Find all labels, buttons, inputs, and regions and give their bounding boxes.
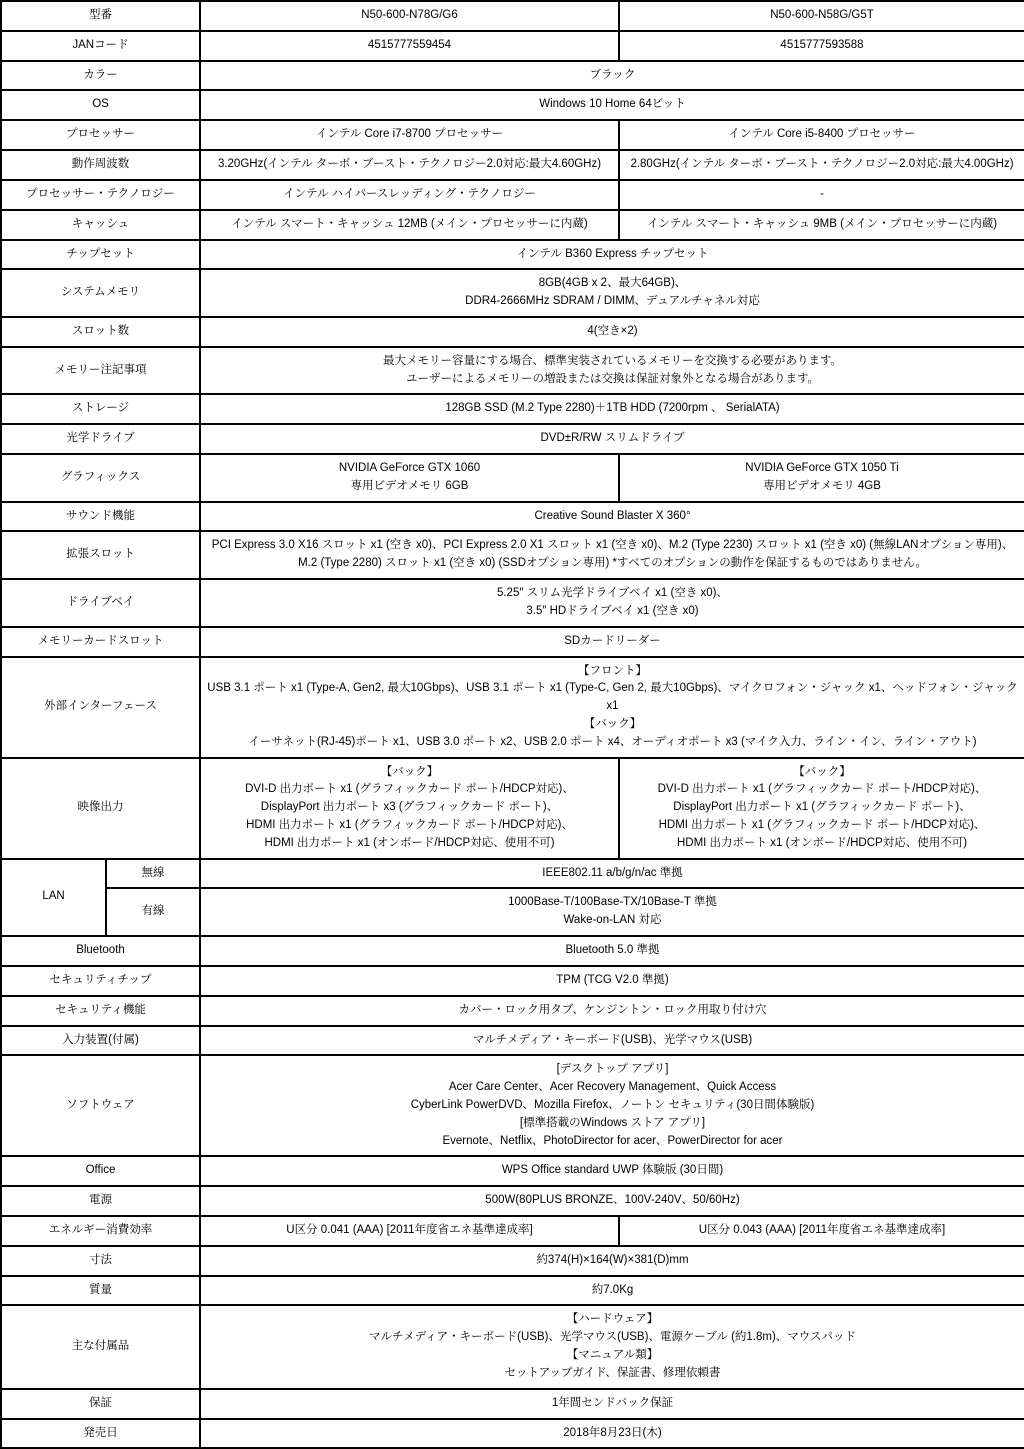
spec-value-line: N50-600-N58G/G5T xyxy=(770,9,874,21)
spec-value-cell xyxy=(200,1,619,31)
spec-row-label: キャッシュ xyxy=(1,210,200,240)
spec-value-line: PCI Express 3.0 X16 スロット x1 (空き x0)、PCI Express 2.0 X1 スロット x1 (空き x0)、M.2 (Type 2230) スロット x1 (空き x0) (無線LANオプション専用)、 xyxy=(211,539,1014,552)
spec-value-cell xyxy=(619,180,1024,210)
spec-value-line: M.2 (Type 2280) スロット x1 (空き x0) (SSDオプション専用) *すべてのオプションの動作を保証するものではありません。 xyxy=(298,557,927,570)
spec-value-line: カバー・ロック用タブ、ケンジントン・ロック用取り付け穴 xyxy=(458,1003,767,1016)
spec-row-label: メモリー注記事項 xyxy=(1,347,200,395)
spec-row xyxy=(1,150,1024,180)
spec-row-label: 動作周波数 xyxy=(1,150,200,180)
spec-value-line: インテル スマート・キャッシュ 9MB (メイン・プロセッサーに内蔵) xyxy=(646,217,998,230)
spec-row-label: チップセット xyxy=(1,240,200,270)
spec-value-line: 1000Base-T/100Base-TX/10Base-T 準拠 xyxy=(508,896,717,909)
spec-row xyxy=(1,317,1024,347)
spec-value-line: DisplayPort 出力ポート x3 (グラフィックカード ポート)、 xyxy=(260,801,559,814)
spec-row xyxy=(1,1156,1024,1186)
spec-row xyxy=(1,1026,1024,1056)
spec-value-line: Evernote、Netflix、PhotoDirector for acer、PowerDirector for acer xyxy=(442,1134,783,1147)
spec-row-label: 電源 xyxy=(1,1186,200,1216)
spec-value-cell xyxy=(200,317,1024,347)
spec-row-label: プロセッサー xyxy=(1,120,200,150)
spec-value-line: - xyxy=(820,187,824,200)
spec-row xyxy=(1,758,1024,859)
spec-value-cell xyxy=(200,627,1024,657)
spec-value-line: WPS Office standard UWP 体験版 (30日間) xyxy=(501,1164,724,1177)
spec-value-cell xyxy=(200,657,1024,758)
spec-row-label: Bluetooth xyxy=(1,936,200,966)
spec-row xyxy=(1,1246,1024,1276)
spec-value-line: 【バック】 xyxy=(583,717,642,730)
spec-value-line: イーサネット(RJ-45)ポート x1、USB 3.0 ポート x2、USB 2.0 ポート x4、オーディオポート x3 (マイク入力、ライン・イン、ライン・アウト) xyxy=(248,735,977,748)
spec-value-line: N50-600-N78G/G6 xyxy=(361,9,458,21)
spec-row-label: 保証 xyxy=(1,1389,200,1419)
spec-value-line: インテル ハイパースレッディング・テクノロジー xyxy=(283,187,536,200)
spec-value-line: DDR4-2666MHz SDRAM / DIMM、デュアルチャネル対応 xyxy=(465,295,760,308)
spec-value-cell xyxy=(619,758,1024,859)
spec-row-label: システムメモリ xyxy=(1,269,200,317)
spec-value-line: 【ハードウェア】 xyxy=(566,1313,659,1326)
spec-value-line: 【マニュアル類】 xyxy=(566,1349,659,1362)
spec-row-label: JANコード xyxy=(1,31,200,61)
spec-row-label: 拡張スロット xyxy=(1,531,200,579)
spec-value-line: Bluetooth 5.0 準拠 xyxy=(565,944,660,957)
spec-value-cell xyxy=(619,454,1024,502)
spec-value-cell xyxy=(200,120,619,150)
spec-value-cell xyxy=(200,966,1024,996)
spec-value-cell xyxy=(200,347,1024,395)
spec-value-line: HDMI 出力ポート x1 (グラフィックカード ポート/HDCP対応)、 xyxy=(658,819,986,831)
spec-value-cell xyxy=(200,888,1024,936)
spec-row-sublabel: 無線 xyxy=(106,859,200,889)
spec-value-cell xyxy=(200,394,1024,424)
spec-value-line: HDMI 出力ポート x1 (グラフィックカード ポート/HDCP対応)、 xyxy=(246,819,573,831)
spec-value-cell xyxy=(200,1246,1024,1276)
spec-value-line: 最大メモリー容量にする場合、標準実装されているメモリーを交換する必要があります。 xyxy=(382,354,843,367)
spec-value-cell xyxy=(200,424,1024,454)
spec-value-line: 【バック】 xyxy=(793,765,851,778)
spec-value-line: 3.20GHz(インテル ターボ・ブースト・テクノロジー2.0対応:最大4.60GHz) xyxy=(217,158,602,171)
spec-value-cell xyxy=(200,150,619,180)
spec-row-label: 映像出力 xyxy=(1,758,200,859)
spec-row xyxy=(1,1216,1024,1246)
spec-value-cell xyxy=(200,240,1024,270)
spec-value-cell xyxy=(619,1216,1024,1246)
spec-value-line: U区分 0.041 (AAA) [2011年度省エネ基準達成率] xyxy=(286,1224,533,1236)
spec-row xyxy=(1,531,1024,579)
spec-row xyxy=(1,859,1024,889)
spec-value-line: DVI-D 出力ポート x1 (グラフィックカード ポート/HDCP対応)、 xyxy=(657,783,987,796)
spec-value-line: 2018年8月23日(木) xyxy=(563,1426,662,1439)
spec-value-line: DVD±R/RW スリムドライブ xyxy=(540,432,685,445)
spec-value-line: HDMI 出力ポート x1 (オンボード/HDCP対応、使用不可) xyxy=(676,836,968,849)
spec-row-label: 発売日 xyxy=(1,1419,200,1449)
spec-value-cell xyxy=(200,579,1024,627)
spec-value-line: 専用ビデオメモリ 6GB xyxy=(350,479,469,492)
spec-value-cell xyxy=(200,1305,1024,1388)
spec-value-line: Creative Sound Blaster X 360° xyxy=(534,509,691,522)
spec-row-label: スロット数 xyxy=(1,317,200,347)
spec-value-line: TPM (TCG V2.0 準拠) xyxy=(556,973,669,986)
spec-value-cell xyxy=(200,1389,1024,1419)
spec-row-label: セキュリティ機能 xyxy=(1,996,200,1026)
spec-value-line: インテル Core i5-8400 プロセッサー xyxy=(728,128,916,141)
spec-row xyxy=(1,90,1024,120)
spec-value-line: NVIDIA GeForce GTX 1060 xyxy=(338,462,481,474)
spec-row xyxy=(1,240,1024,270)
spec-row xyxy=(1,61,1024,91)
spec-value-line: 約374(H)×164(W)×381(D)mm xyxy=(536,1253,689,1266)
spec-value-line: 3.5″ HDドライブベイ x1 (空き x0) xyxy=(526,604,699,617)
spec-value-line: 【フロント】 xyxy=(578,664,647,677)
spec-row-label: 寸法 xyxy=(1,1246,200,1276)
spec-row xyxy=(1,966,1024,996)
spec-value-cell xyxy=(200,936,1024,966)
spec-value-cell xyxy=(200,502,1024,532)
spec-row-label: 主な付属品 xyxy=(1,1305,200,1388)
spec-row xyxy=(1,579,1024,627)
spec-value-line: インテル スマート・キャッシュ 12MB (メイン・プロセッサーに内蔵) xyxy=(231,217,588,230)
spec-value-cell xyxy=(619,150,1024,180)
spec-value-line: HDMI 出力ポート x1 (オンボード/HDCP対応、使用不可) xyxy=(264,836,555,849)
spec-row-label: 質量 xyxy=(1,1276,200,1306)
spec-row xyxy=(1,394,1024,424)
spec-value-cell xyxy=(200,269,1024,317)
spec-row-label: Office xyxy=(1,1156,200,1186)
spec-row xyxy=(1,502,1024,532)
spec-value-cell xyxy=(200,996,1024,1026)
spec-value-cell xyxy=(200,1419,1024,1449)
spec-value-line: 8GB(4GB x 2、最大64GB)、 xyxy=(538,277,687,290)
spec-value-cell xyxy=(200,859,1024,889)
spec-row-label: サウンド機能 xyxy=(1,502,200,532)
spec-value-cell xyxy=(619,1,1024,31)
spec-value-cell xyxy=(200,31,619,61)
spec-value-line: USB 3.1 ポート x1 (Type-A, Gen2, 最大10Gbps)、USB 3.1 ポート x1 (Type-C, Gen 2, 最大10Gbps)、マイクロフォン・ジャック x1、ヘッドフォン・ジャック x1 xyxy=(207,682,1018,713)
spec-value-line: [デスクトップ アプリ] xyxy=(556,1063,669,1076)
spec-value-line: 500W(80PLUS BRONZE、100V-240V、50/60Hz) xyxy=(485,1194,740,1207)
spec-value-line: Windows 10 Home 64ビット xyxy=(539,98,686,111)
spec-row-sublabel: 有線 xyxy=(106,888,200,936)
spec-row-label: カラー xyxy=(1,61,200,91)
spec-row xyxy=(1,1276,1024,1306)
spec-value-cell xyxy=(200,1276,1024,1306)
spec-row-label: 入力装置(付属) xyxy=(1,1026,200,1056)
spec-row xyxy=(1,180,1024,210)
spec-value-line: [標準搭載のWindows ストア アプリ] xyxy=(519,1116,706,1129)
spec-row-label: ドライブベイ xyxy=(1,579,200,627)
spec-value-cell xyxy=(200,90,1024,120)
spec-value-cell xyxy=(619,120,1024,150)
spec-row xyxy=(1,1389,1024,1419)
spec-value-cell xyxy=(200,1026,1024,1056)
spec-value-line: マルチメディア・キーボード(USB)、光学マウス(USB)、電源ケーブル (約1.8m)、マウスパッド xyxy=(369,1331,856,1344)
spec-row-label: ストレージ xyxy=(1,394,200,424)
spec-value-line: 【バック】 xyxy=(380,765,439,778)
spec-table-body xyxy=(1,1,1024,1448)
spec-row xyxy=(1,1055,1024,1156)
spec-value-cell xyxy=(200,180,619,210)
spec-value-line: Wake-on-LAN 対応 xyxy=(563,914,662,927)
spec-row xyxy=(1,424,1024,454)
spec-value-cell xyxy=(619,210,1024,240)
spec-value-line: 専用ビデオメモリ 4GB xyxy=(763,479,881,492)
spec-value-line: 2.80GHz(インテル ターボ・ブースト・テクノロジー2.0対応:最大4.00GHz) xyxy=(630,158,1014,171)
spec-value-cell xyxy=(200,758,619,859)
spec-value-line: インテル Core i7-8700 プロセッサー xyxy=(315,128,504,141)
spec-row-label: メモリーカードスロット xyxy=(1,627,200,657)
spec-value-cell xyxy=(200,210,619,240)
spec-value-line: 1年間センドバック保証 xyxy=(551,1396,674,1409)
spec-row xyxy=(1,888,1024,936)
spec-value-line: NVIDIA GeForce GTX 1050 Ti xyxy=(745,462,899,474)
spec-value-line: DVI-D 出力ポート x1 (グラフィックカード ポート/HDCP対応)、 xyxy=(245,783,574,796)
spec-row xyxy=(1,996,1024,1026)
spec-value-cell xyxy=(200,61,1024,91)
spec-row xyxy=(1,1,1024,31)
spec-row xyxy=(1,627,1024,657)
spec-row xyxy=(1,31,1024,61)
spec-value-cell xyxy=(200,1216,619,1246)
spec-row xyxy=(1,1419,1024,1449)
spec-row xyxy=(1,269,1024,317)
spec-row xyxy=(1,454,1024,502)
spec-value-line: 4515777559454 xyxy=(367,38,452,51)
spec-row xyxy=(1,120,1024,150)
spec-value-line: ユーザーによるメモリーの増設または交換は保証対象外となる場合があります。 xyxy=(405,372,820,385)
spec-value-line: IEEE802.11 a/b/g/n/ac 準拠 xyxy=(542,866,683,879)
spec-value-cell xyxy=(619,31,1024,61)
spec-row xyxy=(1,210,1024,240)
spec-row-label: OS xyxy=(1,90,200,120)
spec-value-line: DisplayPort 出力ポート x1 (グラフィックカード ポート)、 xyxy=(673,801,971,814)
spec-row-label: 外部インターフェース xyxy=(1,657,200,758)
spec-row-label: プロセッサー・テクノロジー xyxy=(1,180,200,210)
spec-row-label: セキュリティチップ xyxy=(1,966,200,996)
spec-value-line: マルチメディア・キーボード(USB)、光学マウス(USB) xyxy=(472,1033,753,1046)
spec-row xyxy=(1,657,1024,758)
spec-value-line: セットアップガイド、保証書、修理依頼書 xyxy=(504,1366,721,1379)
spec-value-cell xyxy=(200,1055,1024,1156)
spec-value-line: U区分 0.043 (AAA) [2011年度省エネ基準達成率] xyxy=(698,1224,946,1236)
spec-row xyxy=(1,347,1024,395)
spec-value-line: CyberLink PowerDVD、Mozilla Firefox、ノートン セキュリティ(30日間体験版) xyxy=(410,1098,815,1111)
spec-value-line: 4515777593588 xyxy=(780,38,864,51)
spec-row xyxy=(1,1186,1024,1216)
spec-row-label: グラフィックス xyxy=(1,454,200,502)
spec-value-cell xyxy=(200,454,619,502)
spec-value-cell xyxy=(200,1186,1024,1216)
spec-value-cell xyxy=(200,1156,1024,1186)
spec-row-label: ソフトウェア xyxy=(1,1055,200,1156)
spec-row-label: 光学ドライブ xyxy=(1,424,200,454)
spec-row xyxy=(1,936,1024,966)
spec-value-line: ブラック xyxy=(589,68,636,81)
spec-value-line: Acer Care Center、Acer Recovery Management、Quick Access xyxy=(448,1081,777,1094)
spec-value-line: 5.25″ スリム光学ドライブベイ x1 (空き x0)、 xyxy=(496,587,729,600)
spec-row xyxy=(1,1305,1024,1388)
spec-row-label: 型番 xyxy=(1,1,200,31)
spec-value-line: 4(空き×2) xyxy=(587,324,638,337)
spec-value-line: SDカードリーダー xyxy=(564,634,661,647)
spec-value-line: 約7.0Kg xyxy=(591,1283,634,1296)
spec-value-cell xyxy=(200,531,1024,579)
spec-value-line: 128GB SSD (M.2 Type 2280)＋1TB HDD (7200rpm 、 SerialATA) xyxy=(445,402,780,415)
spec-value-line: インテル B360 Express チップセット xyxy=(516,247,709,260)
spec-group-label: LAN xyxy=(1,859,106,936)
spec-row-label: エネルギー消費効率 xyxy=(1,1216,200,1246)
